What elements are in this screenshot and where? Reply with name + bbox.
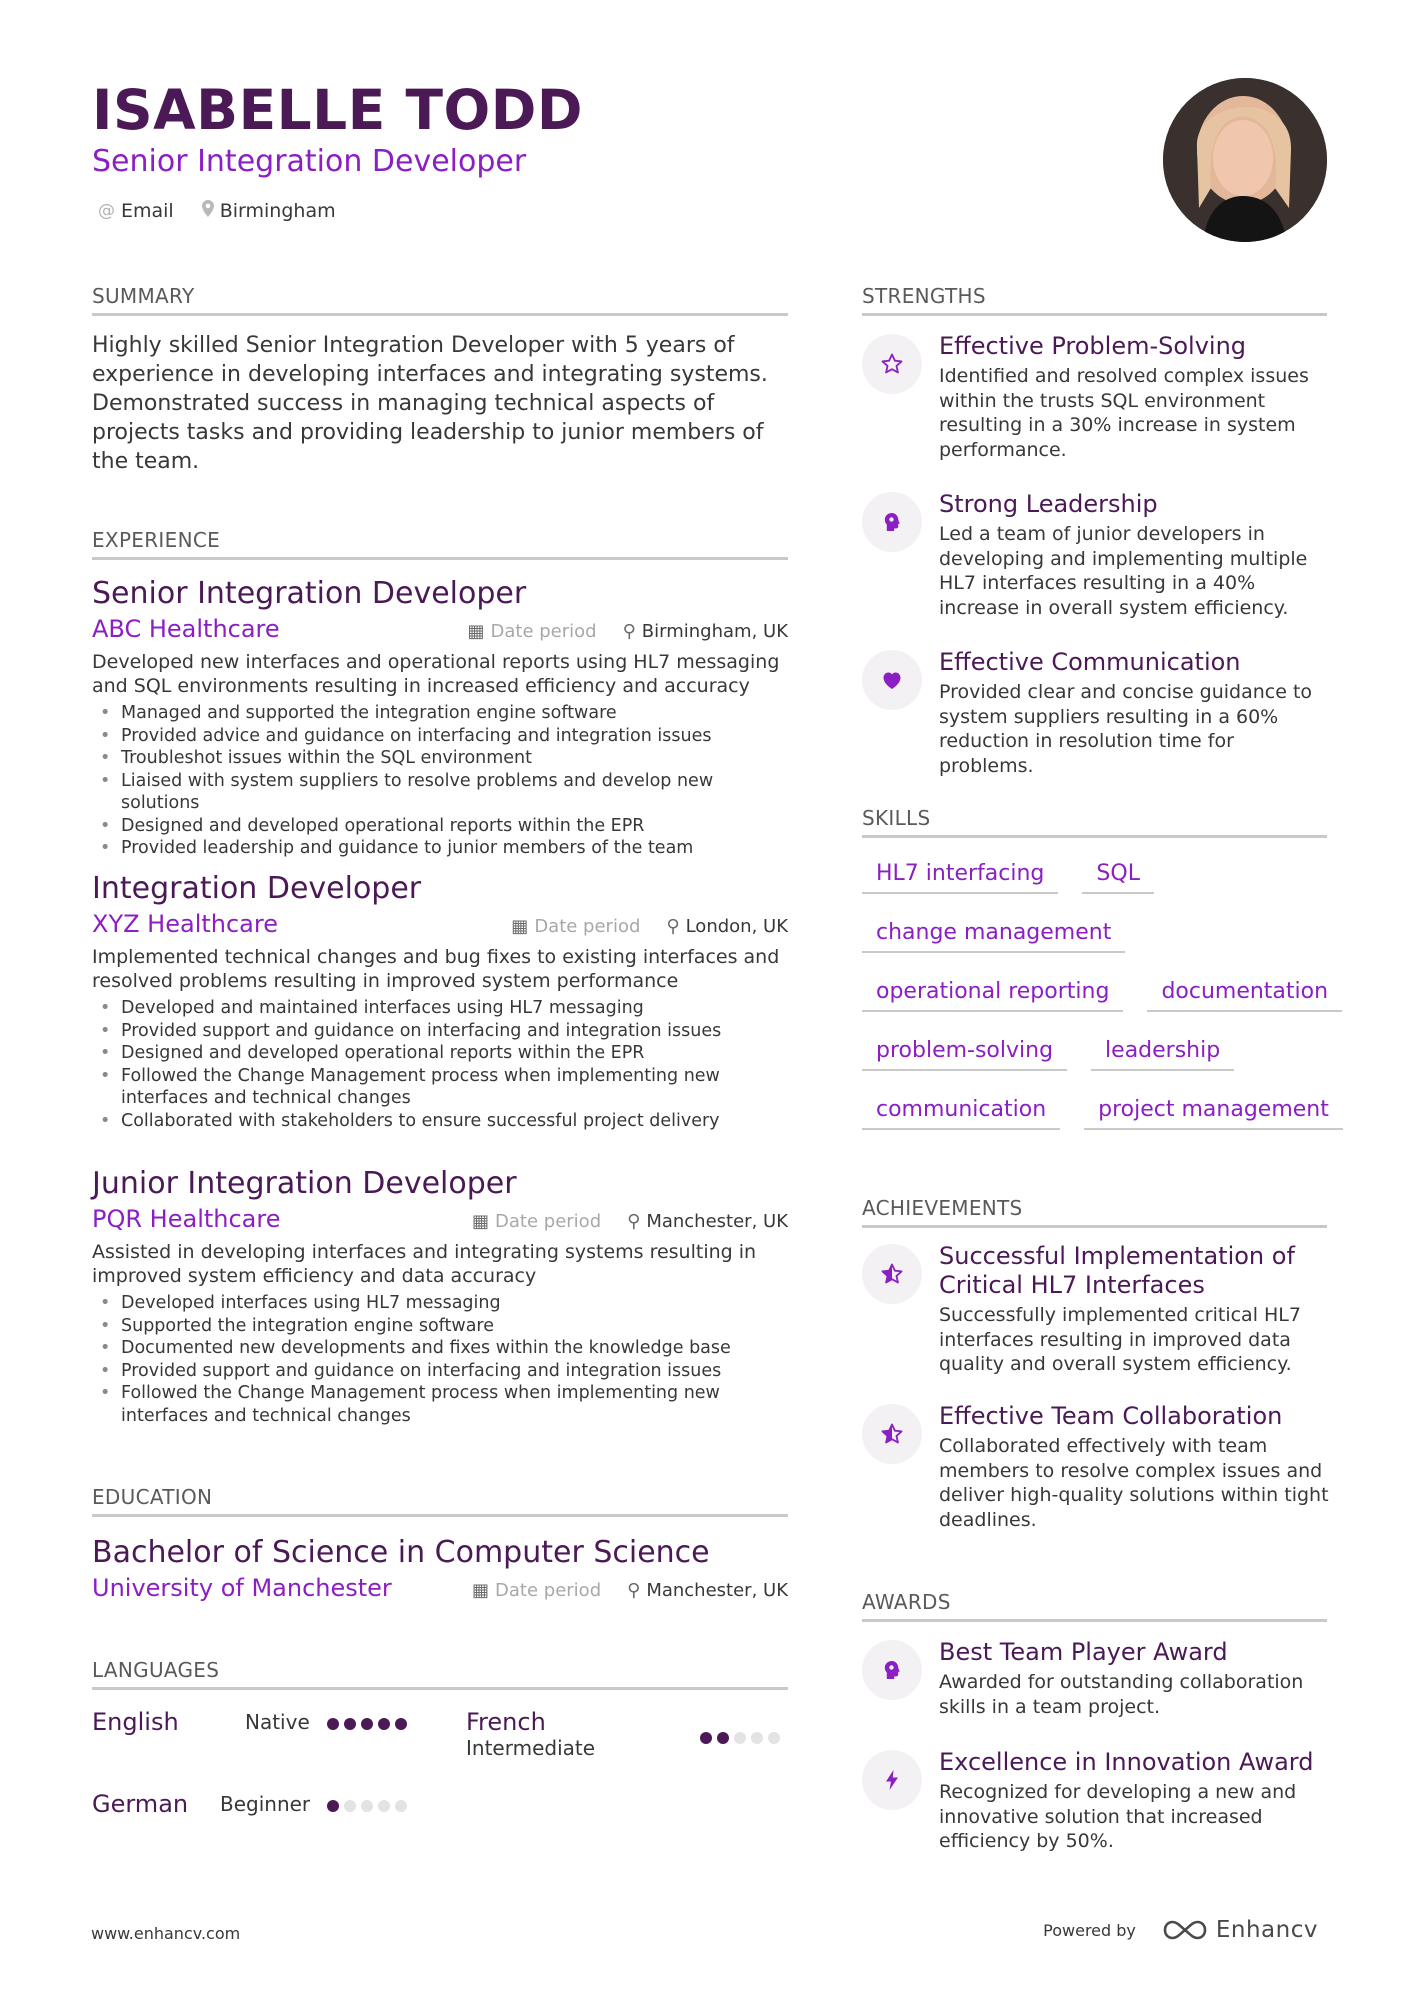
contact-email[interactable] (98, 200, 174, 222)
footer-branding (1043, 1917, 1318, 1943)
rating-dot-empty (361, 1800, 373, 1812)
strength-description: Led a team of junior developers in developing and implementing multiple HL7 interfaces resulting in a 40% increase in overall system efficiency. (939, 523, 1308, 619)
language-name: French (466, 1708, 546, 1736)
calendar-icon: ▦ (472, 1211, 490, 1232)
award-title: Best Team Player Award (939, 1638, 1228, 1666)
rating-dot-filled (378, 1718, 390, 1730)
language-french (466, 1708, 788, 1760)
job-bullets (92, 1292, 788, 1427)
rating-dot-filled (361, 1718, 373, 1730)
enhancv-logo[interactable] (1162, 1917, 1318, 1943)
skill-tag: problem-solving (862, 1032, 1067, 1071)
education-entry (92, 1533, 788, 1602)
job-date: Date period (495, 1211, 602, 1232)
rating-dot-filled (395, 1718, 407, 1730)
list-item: • Liaised with system suppliers to resolve problems and develop new solutions (92, 770, 788, 815)
job-date: Date period (534, 916, 641, 937)
star-outline-icon (862, 334, 922, 394)
email-label: Email (121, 200, 174, 222)
list-item: • Provided advice and guidance on interfacing and integration issues (92, 725, 788, 748)
skill-tag: HL7 interfacing (862, 855, 1058, 894)
strength-description: Identified and resolved complex issues within the trusts SQL environment resulting in a 30% increase in system performance. (939, 365, 1309, 461)
rating-dot-empty (768, 1732, 780, 1744)
section-heading-education: EDUCATION (92, 1485, 788, 1517)
award-item (862, 1748, 1332, 1854)
achievement-description: Successfully implemented critical HL7 interfaces resulting in improved data quality and overall system efficiency. (939, 1304, 1301, 1375)
list-item: • Provided support and guidance on interfacing and integration issues (92, 1360, 788, 1383)
job-location: Birmingham, UK (641, 621, 788, 642)
location-pin-icon: ⚲ (666, 916, 680, 937)
summary-text: Highly skilled Senior Integration Developer with 5 years of experience in developing interfaces and integrating systems. Demonstrated success in managing technical aspects of projects tasks and providing leadership to junior members of the team. (92, 333, 768, 474)
job-description: Developed new interfaces and operational reports using HL7 messaging and SQL environments resulting in increased efficiency and accuracy (92, 651, 780, 697)
award-item (862, 1638, 1332, 1719)
skill-tag: project management (1084, 1091, 1343, 1130)
brand-name: Enhancv (1215, 1917, 1318, 1943)
job-description: Assisted in developing interfaces and integrating systems resulting in improved system efficiency and data accuracy (92, 1241, 757, 1287)
strength-description: Provided clear and concise guidance to system suppliers resulting in a 60% reduction in resolution time for problems. (939, 681, 1313, 777)
skill-tag: change management (862, 914, 1125, 953)
job-title: Junior Integration Developer (92, 1166, 517, 1201)
list-item: • Provided support and guidance on interfacing and integration issues (92, 1020, 788, 1043)
company-name: PQR Healthcare (92, 1205, 281, 1233)
heart-icon (862, 650, 922, 710)
list-item: • Designed and developed operational reports within the EPR (92, 1042, 788, 1065)
rating-dot-empty (344, 1800, 356, 1812)
list-item: • Supported the integration engine software (92, 1315, 788, 1338)
language-rating (700, 1732, 780, 1744)
language-rating (327, 1800, 407, 1812)
brain-head-icon (862, 492, 922, 552)
job-location: Manchester, UK (646, 1211, 788, 1232)
job-date: Date period (490, 621, 597, 642)
enhancv-logo-icon (1162, 1918, 1208, 1942)
list-item: • Collaborated with stakeholders to ensure successful project delivery (92, 1110, 788, 1133)
section-heading-strengths: STRENGTHS (862, 284, 1327, 316)
list-item: • Troubleshot issues within the SQL environment (92, 747, 788, 770)
achievement-title: Successful Implementation of Critical HL7 Interfaces (939, 1242, 1295, 1299)
list-item: • Provided leadership and guidance to junior members of the team (92, 837, 788, 860)
job-title: Senior Integration Developer (92, 576, 527, 611)
education-location: Manchester, UK (646, 1580, 788, 1601)
list-item: • Managed and supported the integration engine software (92, 702, 788, 725)
job-location: London, UK (685, 916, 788, 937)
profile-photo (1163, 78, 1327, 242)
award-description: Recognized for developing a new and innovative solution that increased efficiency by 50%. (939, 1781, 1297, 1852)
rating-dot-empty (751, 1732, 763, 1744)
language-rating (327, 1718, 407, 1730)
achievement-title: Effective Team Collaboration (939, 1402, 1283, 1430)
section-heading-experience: EXPERIENCE (92, 528, 788, 560)
list-item: • Followed the Change Management process when implementing new interfaces and technical changes (92, 1382, 788, 1427)
rating-dot-filled (344, 1718, 356, 1730)
skill-tag: operational reporting (862, 973, 1123, 1012)
award-title: Excellence in Innovation Award (939, 1748, 1314, 1776)
footer-website-link[interactable]: www.enhancv.com (91, 1924, 241, 1943)
at-icon: @ (98, 201, 115, 221)
powered-by-label: Powered by (1043, 1920, 1136, 1940)
location-pin-icon (202, 200, 214, 222)
rating-dot-filled (700, 1732, 712, 1744)
job-bullets (92, 997, 788, 1132)
language-level: Native (245, 1710, 310, 1734)
strength-item (862, 490, 1332, 620)
location-pin-icon: ⚲ (627, 1580, 641, 1601)
rating-dot-empty (378, 1800, 390, 1812)
star-half-icon (862, 1404, 922, 1464)
star-half-icon (862, 1244, 922, 1304)
list-item: • Followed the Change Management process when implementing new interfaces and technical changes (92, 1065, 788, 1110)
section-heading-achievements: ACHIEVEMENTS (862, 1196, 1327, 1228)
list-item: • Documented new developments and fixes within the knowledge base (92, 1337, 788, 1360)
language-level: Intermediate (466, 1736, 596, 1760)
strength-item (862, 648, 1332, 778)
achievement-item (862, 1402, 1332, 1532)
candidate-name: ISABELLE TODD (92, 78, 584, 142)
strength-item (862, 332, 1332, 462)
rating-dot-filled (327, 1800, 339, 1812)
location-pin-icon: ⚲ (627, 1211, 641, 1232)
calendar-icon: ▦ (467, 621, 485, 642)
job-description: Implemented technical changes and bug fixes to existing interfaces and resolved problems resulting in improved system performance (92, 946, 780, 992)
language-name: German (92, 1790, 189, 1818)
award-description: Awarded for outstanding collaboration skills in a team project. (939, 1671, 1304, 1718)
achievement-description: Collaborated effectively with team members to resolve complex issues and deliver high-quality solutions within tight deadlines. (939, 1435, 1329, 1531)
skills-list (862, 855, 1332, 1150)
section-heading-awards: AWARDS (862, 1590, 1327, 1622)
skill-tag: documentation (1147, 973, 1342, 1012)
language-name: English (92, 1708, 179, 1736)
contact-location (202, 200, 336, 222)
contact-bar (98, 200, 336, 222)
location-label: Birmingham (219, 200, 336, 222)
rating-dot-empty (395, 1800, 407, 1812)
list-item: • Designed and developed operational reports within the EPR (92, 815, 788, 838)
section-heading-skills: SKILLS (862, 806, 1327, 838)
language-german (92, 1790, 412, 1818)
candidate-title: Senior Integration Developer (92, 144, 527, 179)
list-item: • Developed interfaces using HL7 messaging (92, 1292, 788, 1315)
calendar-icon: ▦ (472, 1580, 490, 1601)
section-heading-summary: SUMMARY (92, 284, 788, 316)
school-name: University of Manchester (92, 1574, 392, 1602)
rating-dot-filled (327, 1718, 339, 1730)
section-heading-languages: LANGUAGES (92, 1658, 788, 1690)
skill-tag: SQL (1082, 855, 1154, 894)
education-date: Date period (495, 1580, 602, 1601)
rating-dot-filled (717, 1732, 729, 1744)
language-level: Beginner (220, 1792, 311, 1816)
strength-title: Strong Leadership (939, 490, 1158, 518)
achievement-item (862, 1242, 1332, 1377)
experience-entry (92, 574, 788, 860)
skill-tag: leadership (1091, 1032, 1234, 1071)
lightning-icon (862, 1750, 922, 1810)
experience-entry (92, 1164, 788, 1427)
rating-dot-empty (734, 1732, 746, 1744)
job-title: Integration Developer (92, 871, 422, 906)
experience-entry (92, 869, 788, 1132)
calendar-icon: ▦ (511, 916, 529, 937)
brain-head-icon (862, 1640, 922, 1700)
company-name: XYZ Healthcare (92, 910, 278, 938)
list-item: • Developed and maintained interfaces using HL7 messaging (92, 997, 788, 1020)
strength-title: Effective Problem-Solving (939, 332, 1247, 360)
degree-title: Bachelor of Science in Computer Science (92, 1535, 710, 1570)
skill-tag: communication (862, 1091, 1060, 1130)
strength-title: Effective Communication (939, 648, 1241, 676)
location-pin-icon: ⚲ (622, 621, 636, 642)
job-bullets (92, 702, 788, 860)
company-name: ABC Healthcare (92, 615, 280, 643)
language-english (92, 1708, 412, 1736)
